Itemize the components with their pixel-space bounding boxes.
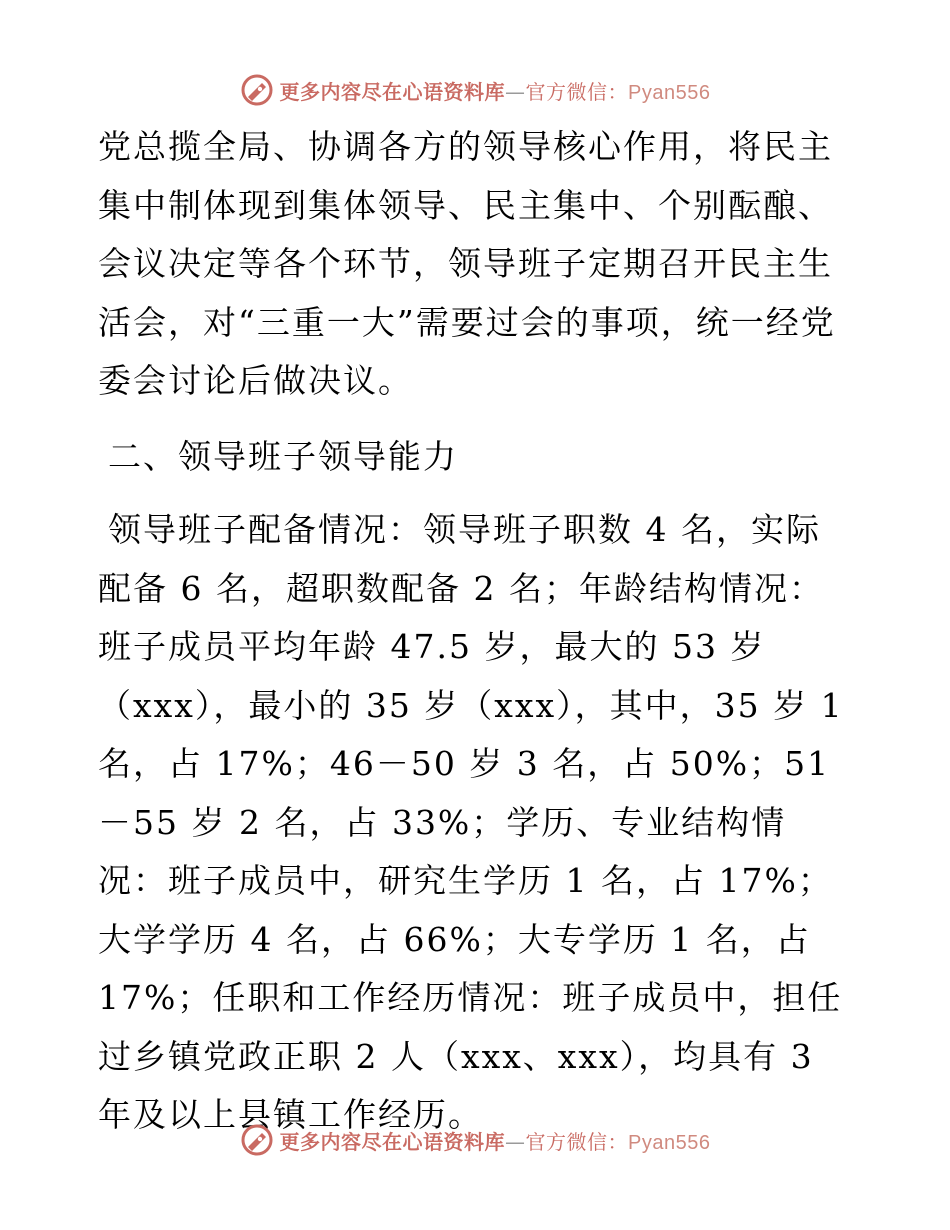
watermark-sub: 官方微信： bbox=[525, 79, 629, 104]
section-heading: 二、领导班子领导能力 bbox=[108, 437, 458, 476]
header-watermark bbox=[0, 70, 950, 110]
watermark-text bbox=[280, 76, 711, 105]
watermark-id: Pyan556 bbox=[628, 1131, 711, 1154]
watermark-id: Pyan556 bbox=[628, 81, 711, 104]
watermark-text bbox=[280, 1126, 711, 1155]
watermark-dash: — bbox=[505, 1129, 526, 1154]
watermark-main: 更多内容尽在心语资料库 bbox=[279, 79, 506, 104]
paragraph-2: 领导班子配备情况：领导班子职数 4 名，实际配备 6 名，超职数配备 2 名；年龄结构情况：班子成员平均年龄 47.5 岁，最大的 53 岁（xxx），最小的 35 岁（xxx），其中，35 岁 1 名，占 17%；46－50 岁 3 名，占 50%；51－55 岁 2 名，占 33%；学历、专业结构情况：班子成员中，研究生学历 1 名，占 17%；大学学历 4 名，占 66%；大专学历 1 名，占 17%；任职和工作经历情况：班子成员中，担任过乡镇党政正职 2 人（xxx、xxx），均具有 3 年及以上县镇工作经历。 bbox=[98, 510, 844, 1134]
pen-circle-logo-icon bbox=[240, 1123, 274, 1157]
footer-watermark bbox=[0, 1120, 950, 1160]
watermark-main: 更多内容尽在心语资料库 bbox=[279, 1129, 506, 1154]
watermark-sub: 官方微信： bbox=[525, 1129, 629, 1154]
pen-circle-logo-icon bbox=[240, 73, 274, 107]
watermark-dash: — bbox=[505, 79, 526, 104]
paragraph-1: 党总揽全局、协调各方的领导核心作用，将民主集中制体现到集体领导、民主集中、个别酝酿、会议决定等各个环节，领导班子定期召开民主生活会，对“三重一大”需要过会的事项，统一经党委会讨论后做决议。 bbox=[98, 127, 836, 400]
